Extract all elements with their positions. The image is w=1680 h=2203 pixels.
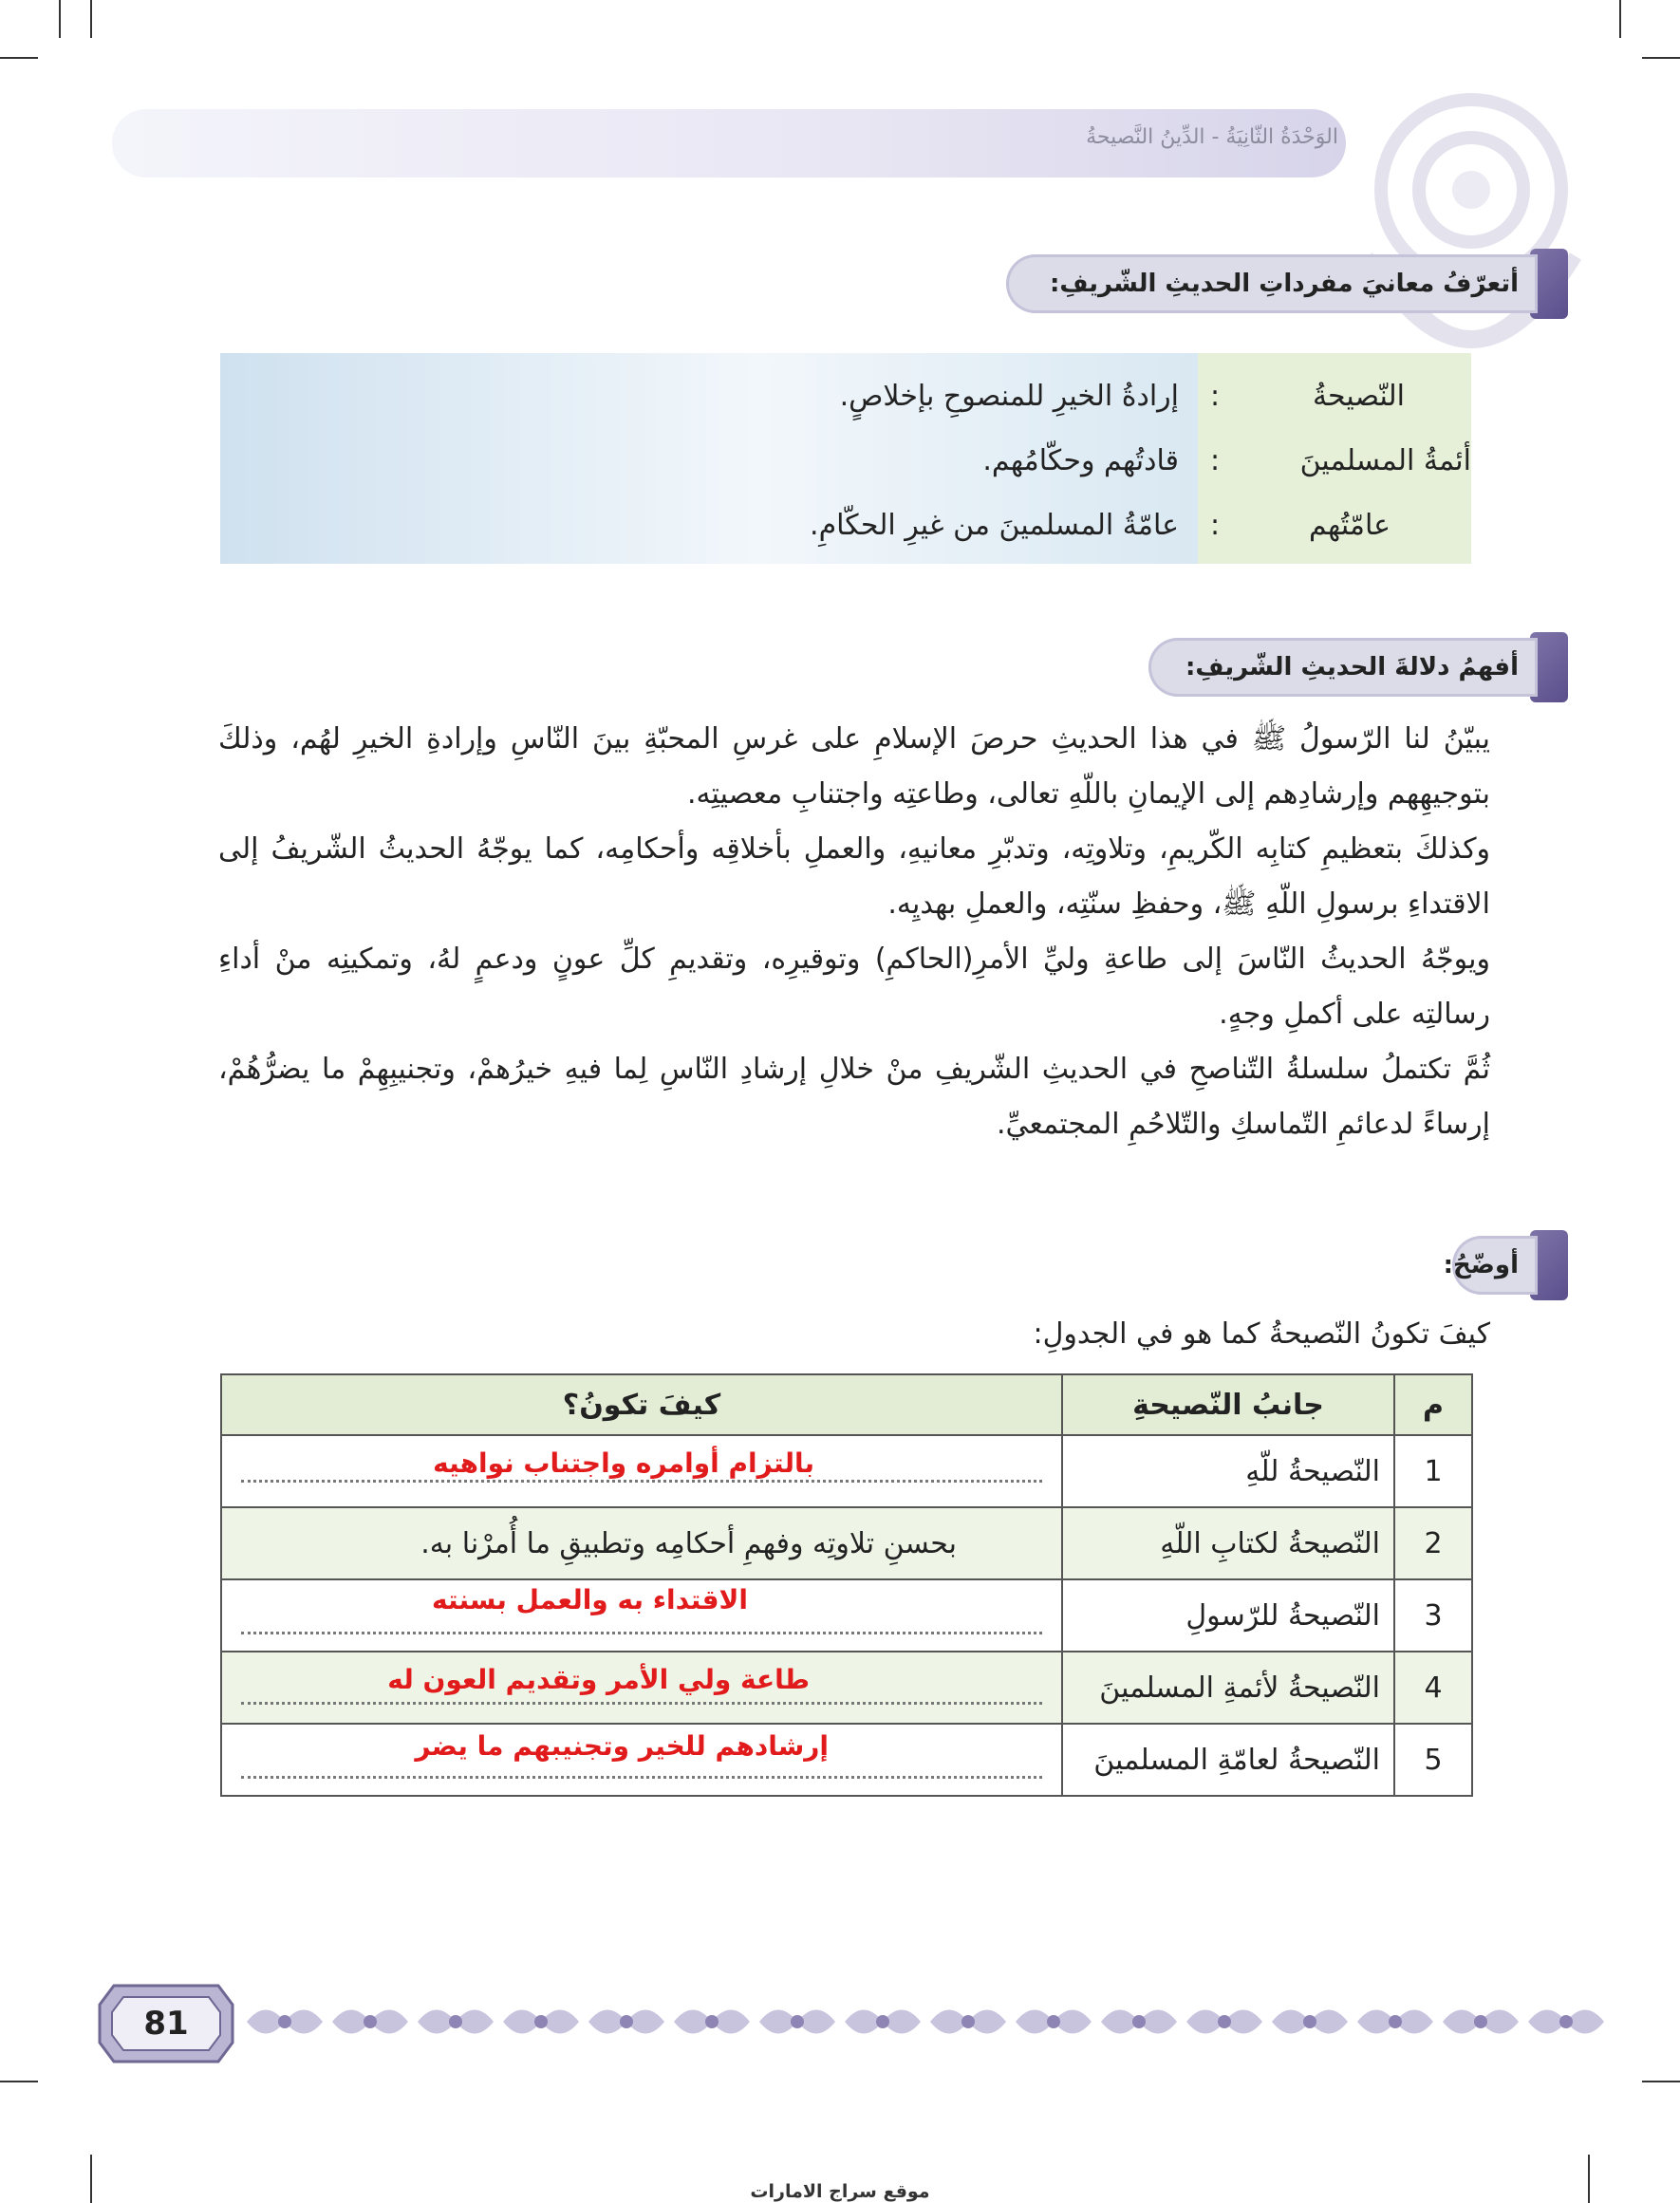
row-how-cell	[221, 1507, 1062, 1579]
crop-mark	[1619, 0, 1621, 38]
vocab-colon: :	[1210, 444, 1221, 477]
vocab-definition: قادتُهم وحكّامُهم.	[982, 444, 1179, 477]
handwritten-answer: بالتزام أوامره واجتناب نواهيه	[433, 1447, 814, 1479]
header-how: كيفَ تكونُ؟	[221, 1374, 1062, 1435]
row-aspect: النّصيحةُ لكتابِ اللّهِ	[1062, 1507, 1394, 1579]
row-aspect: النّصيحةُ لعامّةِ المسلمينَ	[1062, 1724, 1394, 1796]
row-how-cell[interactable]	[221, 1435, 1062, 1507]
vocab-definition: إرادةُ الخيرِ للمنصوحِ بإخلاصٍ.	[839, 380, 1179, 413]
meaning-paragraph: وكذلكَ بتعظيمِ كتابِه الكّريمِ، وتلاوتِه، وتدبّرِ معانيهِ، والعملِ بأخلاقِه وأحكامِه، كما يوجّهُ الحديثُ الشّريفُ إلى الاقتداءِ برسولِ اللّهِ ﷺ، وحفظِ سنّتِه، والعملِ بهديِه.	[218, 832, 1490, 921]
unit-title: الوَحْدَةُ الثّانِيَةُ - الدِّينُ النَّصيحةُ	[1086, 125, 1338, 149]
footer-site-name: موقع سراج الامارات	[750, 2181, 930, 2202]
row-aspect: النّصيحةُ للرّسولِ	[1062, 1579, 1394, 1652]
crop-mark	[59, 0, 61, 38]
decorative-border-icon	[247, 1993, 1633, 2050]
handwritten-answer: طاعة ولي الأمر وتقديم العون له	[387, 1664, 810, 1695]
handwritten-answer: إرشادهم للخير وتجنيبهم ما يضر	[415, 1730, 829, 1762]
table-row	[221, 1435, 1472, 1507]
answer-dotted-line	[241, 1613, 1042, 1634]
row-num: 3	[1394, 1579, 1472, 1652]
table-row	[221, 1507, 1472, 1579]
vocab-term: أئمةُ المسلمينَ	[1299, 444, 1471, 477]
vocab-term: عامّتُهم	[1309, 509, 1391, 542]
crop-mark	[0, 57, 38, 59]
row-num: 1	[1394, 1435, 1472, 1507]
row-how-cell[interactable]	[221, 1579, 1062, 1652]
crop-mark	[1642, 2081, 1680, 2082]
table-header-row	[221, 1374, 1472, 1435]
table-row	[221, 1652, 1472, 1724]
explain-section-title: أوضّحُ:	[1443, 1251, 1519, 1279]
row-num: 5	[1394, 1724, 1472, 1796]
meaning-paragraph: ثُمَّ تكتملُ سلسلةُ التّناصحِ في الحديثِ الشّريفِ منْ خلالِ إرشادِ النّاسِ لِما فيهِ خيرُهمْ، وتجنيبِهِمْ ما يضرُّهُمْ، إرساءً لدعائمِ التّماسكِ والتّلاحُمِ المجتمعيِّ.	[218, 1053, 1490, 1141]
row-aspect: النّصيحةُ لأئمةِ المسلمينَ	[1062, 1652, 1394, 1724]
vocab-section-title: أتعرّفُ معانيَ مفرداتِ الحديثِ الشّريفِ:	[1049, 270, 1519, 298]
row-num: 4	[1394, 1652, 1472, 1724]
advice-table	[220, 1373, 1473, 1797]
vocab-term: النّصيحةُ	[1312, 380, 1405, 413]
page-number: 81	[143, 2005, 189, 2043]
meaning-paragraph: ويوجّهُ الحديثُ النّاسَ إلى طاعةِ وليِّ الأمرِ(الحاكمِ) وتوقيرِه، وتقديمِ كلِّ عونٍ ودعمٍ لهُ، وتمكينِه منْ أداءِ رسالتِه على أكملِ وجهٍ.	[218, 943, 1490, 1031]
printed-answer: بحسنِ تلاوتِه وفهمِ أحكامِه وتطبيقِ ما أُمرْنا به.	[420, 1526, 957, 1560]
header-aspect: جانبُ النّصيحةِ	[1062, 1374, 1394, 1435]
row-how-cell[interactable]	[221, 1724, 1062, 1796]
row-num: 2	[1394, 1507, 1472, 1579]
table-row	[221, 1724, 1472, 1796]
table-intro: كيفَ تكونُ النّصيحةُ كما هو في الجدولِ:	[1033, 1317, 1490, 1351]
vocab-definition: عامّةُ المسلمينَ من غيرِ الحكّامِ.	[810, 509, 1179, 542]
meaning-paragraph: يبيّنُ لنا الرّسولُ ﷺ في هذا الحديثِ حرصَ الإسلامِ على غرسِ المحبّةِ بينَ النّاسِ وإرادةِ الخيرِ لهُم، وذلكَ بتوجيهِهم وإرشادِهم إلى الإيمانِ باللّهِ تعالى، وطاعتِه واجتنابِ معصيتِه.	[218, 722, 1490, 811]
row-aspect: النّصيحةُ للّهِ	[1062, 1435, 1394, 1507]
meaning-paragraphs	[218, 712, 1490, 1152]
table-row	[221, 1579, 1472, 1652]
crop-mark	[0, 2081, 38, 2082]
header-num: م	[1394, 1374, 1472, 1435]
vocab-colon: :	[1210, 509, 1221, 542]
crop-mark	[90, 0, 92, 38]
vocab-colon: :	[1210, 380, 1221, 413]
crop-mark	[1642, 57, 1680, 59]
row-how-cell[interactable]	[221, 1652, 1062, 1724]
handwritten-answer: الاقتداء به والعمل بسنته	[432, 1584, 748, 1615]
meaning-section-title: أفهمُ دلالةَ الحديثِ الشّريفِ:	[1185, 653, 1519, 681]
